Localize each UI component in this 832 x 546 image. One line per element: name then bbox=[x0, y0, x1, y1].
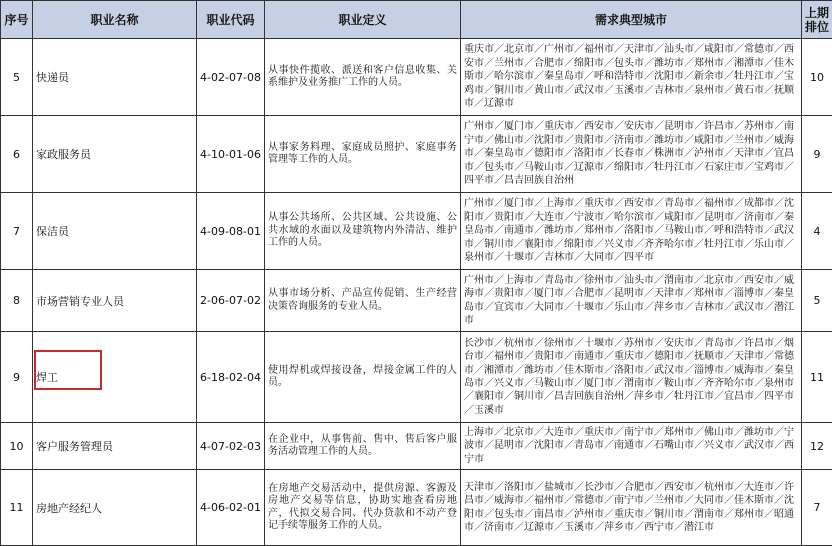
cell-name: 焊工 bbox=[33, 332, 197, 423]
header-def: 职业定义 bbox=[265, 1, 461, 39]
header-rank: 上期排位 bbox=[802, 1, 832, 39]
cell-code: 4-06-02-01 bbox=[197, 470, 265, 546]
cell-code: 4-07-02-03 bbox=[197, 423, 265, 470]
cell-no: 9 bbox=[1, 332, 33, 423]
cell-cities: 长沙市／杭州市／徐州市／十堰市／苏州市／安庆市／青岛市／许昌市／烟台市／福州市／贵阳市／南通市／重庆市／德阳市／抚顺市／天津市／常德市／湘潭市／潍坊市／佳木斯市／洛阳市／武汉市／淄博市／威海市／秦皇岛市／兴义市／马鞍山市／厦门市／渭南市／鞍山市／齐齐哈尔市／泉州市／襄阳市／铜川市／昌吉回族自治州／萍乡市／牡丹江市／宜昌市／四平市／玉溪市 bbox=[461, 332, 802, 423]
cell-no: 7 bbox=[1, 193, 33, 270]
cell-no: 10 bbox=[1, 423, 33, 470]
cell-def: 在企业中，从事售前、售中、售后客户服务活动管理工作的人员。 bbox=[265, 423, 461, 470]
cell-def: 在房地产交易活动中，提供房源、客源及房地产交易等信息，协助实地查看房地产，代拟交易合同、代办贷款和不动产登记手续等服务工作的人员。 bbox=[265, 470, 461, 546]
cell-code: 2-06-07-02 bbox=[197, 270, 265, 332]
cell-def: 使用焊机或焊接设备，焊接金属工件的人员。 bbox=[265, 332, 461, 423]
cell-rank: 12 bbox=[802, 423, 832, 470]
cell-cities: 上海市／北京市／大连市／重庆市／南宁市／郑州市／佛山市／潍坊市／宁波市／昆明市／沈阳市／青岛市／南通市／石嘴山市／兴义市／武汉市／西宁市 bbox=[461, 423, 802, 470]
header-cities: 需求典型城市 bbox=[461, 1, 802, 39]
cell-cities: 广州市／上海市／青岛市／徐州市／汕头市／渭南市／北京市／西安市／威海市／贵阳市／厦门市／合肥市／昆明市／天津市／郑州市／淄博市／秦皇岛市／宜宾市／大同市／十堰市／乐山市／萍乡市／吉林市／武汉市／潜江市 bbox=[461, 270, 802, 332]
cell-code: 4-09-08-01 bbox=[197, 193, 265, 270]
table-row bbox=[1, 193, 832, 270]
header-code: 职业代码 bbox=[197, 1, 265, 39]
cell-no: 5 bbox=[1, 39, 33, 116]
header-name: 职业名称 bbox=[33, 1, 197, 39]
cell-rank: 5 bbox=[802, 270, 832, 332]
cell-rank: 4 bbox=[802, 193, 832, 270]
cell-name: 保洁员 bbox=[33, 193, 197, 270]
table-row bbox=[1, 470, 832, 546]
cell-rank: 7 bbox=[802, 470, 832, 546]
table-row bbox=[1, 270, 832, 332]
cell-no: 8 bbox=[1, 270, 33, 332]
cell-name: 房地产经纪人 bbox=[33, 470, 197, 546]
header-row bbox=[1, 1, 832, 39]
header-no: 序号 bbox=[1, 1, 33, 39]
cell-cities: 广州市／厦门市／上海市／重庆市／西安市／青岛市／福州市／成都市／沈阳市／贵阳市／大连市／宁波市／哈尔滨市／咸阳市／昆明市／济南市／秦皇岛市／南通市／潍坊市／郑州市／洛阳市／马鞍山市／呼和浩特市／武汉市／铜川市／襄阳市／绵阳市／兴义市／齐齐哈尔市／牡丹江市／乐山市／泉州市／十堰市／吉林市／大同市／四平市 bbox=[461, 193, 802, 270]
cell-cities: 重庆市／北京市／广州市／福州市／天津市／汕头市／咸阳市／常德市／西安市／兰州市／合肥市／绵阳市／包头市／潍坊市／郑州市／湘潭市／佳木斯市／哈尔滨市／秦皇岛市／呼和浩特市／沈阳市／新余市／牡丹江市／宝鸡市／铜川市／黄山市／武汉市／玉溪市／吉林市／泉州市／黄石市／抚顺市／辽源市 bbox=[461, 39, 802, 116]
cell-def: 从事公共场所、公共区域、公共设施、公共水域的水面以及建筑物内外清洁、维护工作的人员。 bbox=[265, 193, 461, 270]
cell-rank: 9 bbox=[802, 116, 832, 193]
cell-name: 快递员 bbox=[33, 39, 197, 116]
cell-rank: 10 bbox=[802, 39, 832, 116]
table-row bbox=[1, 39, 832, 116]
cell-no: 11 bbox=[1, 470, 33, 546]
cell-name: 家政服务员 bbox=[33, 116, 197, 193]
cell-cities: 广州市／厦门市／重庆市／西安市／安庆市／昆明市／许昌市／苏州市／南宁市／佛山市／沈阳市／贵阳市／济南市／潍坊市／咸阳市／兰州市／威海市／秦皇岛市／德阳市／洛阳市／长春市／株洲市／泸州市／天津市／宜昌市／包头市／马鞍山市／辽源市／绵阳市／牡丹江市／石家庄市／宝鸡市／四平市／昌吉回族自治州 bbox=[461, 116, 802, 193]
cell-code: 4-02-07-08 bbox=[197, 39, 265, 116]
cell-rank: 11 bbox=[802, 332, 832, 423]
table-row bbox=[1, 116, 832, 193]
table-row bbox=[1, 423, 832, 470]
cell-def: 从事家务料理、家庭成员照护、家庭事务管理等工作的人员。 bbox=[265, 116, 461, 193]
cell-cities: 天津市／洛阳市／盐城市／长沙市／合肥市／西安市／杭州市／大连市／许昌市／威海市／福州市／常德市／南宁市／兰州市／大同市／佳木斯市／沈阳市／包头市／南昌市／泸州市／重庆市／铜川市／渭南市／郑州市／昭通市／济南市／辽源市／玉溪市／萍乡市／西宁市／潜江市 bbox=[461, 470, 802, 546]
cell-no: 6 bbox=[1, 116, 33, 193]
table-row bbox=[1, 332, 832, 423]
cell-code: 4-10-01-06 bbox=[197, 116, 265, 193]
cell-code: 6-18-02-04 bbox=[197, 332, 265, 423]
cell-def: 从事市场分析、产品宣传促销、生产经营决策咨询服务的专业人员。 bbox=[265, 270, 461, 332]
cell-def: 从事快件揽收、派送和客户信息收集、关系维护及业务推广工作的人员。 bbox=[265, 39, 461, 116]
cell-name: 客户服务管理员 bbox=[33, 423, 197, 470]
cell-name: 市场营销专业人员 bbox=[33, 270, 197, 332]
